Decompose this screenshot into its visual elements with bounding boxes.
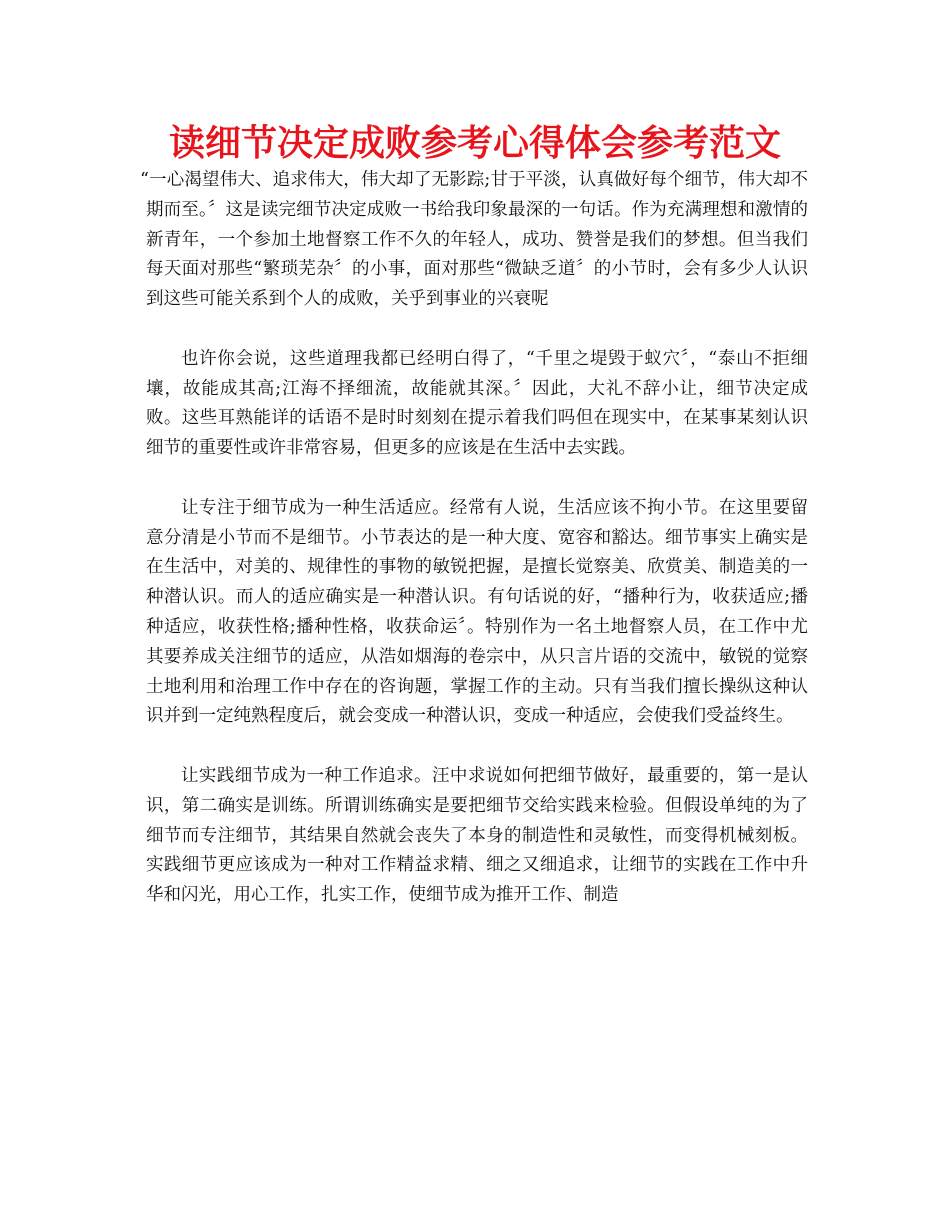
paragraph-1: “一心渴望伟大、追求伟大，伟大却了无影踪;甘于平淡，认真做好每个细节，伟大却不期而至。〞这是读完细节决定成败一书给我印象最深的一句话。作为充满理想和激情的新青年，一个参加土地督察工作不久的年轻人，成功、赞誉是我们的梦想。但当我们每天面对那些“繁琐芜杂〞的小事，面对那些“微缺乏道〞的小节时，会有多少人认识到这些可能关系到个人的成败，关乎到事业的兴衰呢: [140, 170, 808, 310]
document-title: 读细节决定成败参考心得体会参考范文: [168, 123, 781, 164]
document-body: [140, 166, 808, 941]
paragraph-3: 让专注于细节成为一种生活适应。经常有人说，生活应该不拘小节。在这里要留意分清是小节而不是细节。小节表达的是一种大度、宽容和豁达。细节事实上确实是在生活中，对美的、规律性的事物的敏锐把握，是擅长觉察美、欣赏美、制造美的一种潜认识。而人的适应确实是一种潜认识。有句话说的好，“播种行为，收获适应;播种适应，收获性格;播种性格，收获命运〞。特别作为一名土地督察人员，在工作中尤其要养成关注细节的适应，从浩如烟海的卷宗中，从只言片语的交流中，敏锐的觉察土地利用和治理工作中存在的咨询题，掌握工作的主动。只有当我们擅长操纵这种认识并到一定纯熟程度后，就会变成一种潜认识，变成一种适应，会使我们受益终生。: [146, 497, 808, 727]
paragraph-2: 也许你会说，这些道理我都已经明白得了，“千里之堤毁于蚁穴〞，“泰山不拒细壤，故能成其高;江海不择细流，故能就其深。〞因此，大礼不辞小让，细节决定成败。这些耳熟能详的话语不是时时刻刻在提示着我们吗但在现实中，在某事某刻认识细节的重要性或许非常容易，但更多的应该是在生活中去实践。: [146, 348, 808, 459]
paragraph-4: 让实践细节成为一种工作追求。汪中求说如何把细节做好，最重要的，第一是认识，第二确实是训练。所谓训练确实是要把细节交给实践来检验。但假设单纯的为了细节而专注细节，其结果自然就会丧失了本身的制造性和灵敏性，而变得机械刻板。实践细节更应该成为一种对工作精益求精、细之又细追求，让细节的实践在工作中升华和闪光，用心工作，扎实工作，使细节成为推开工作、制造: [146, 765, 808, 906]
